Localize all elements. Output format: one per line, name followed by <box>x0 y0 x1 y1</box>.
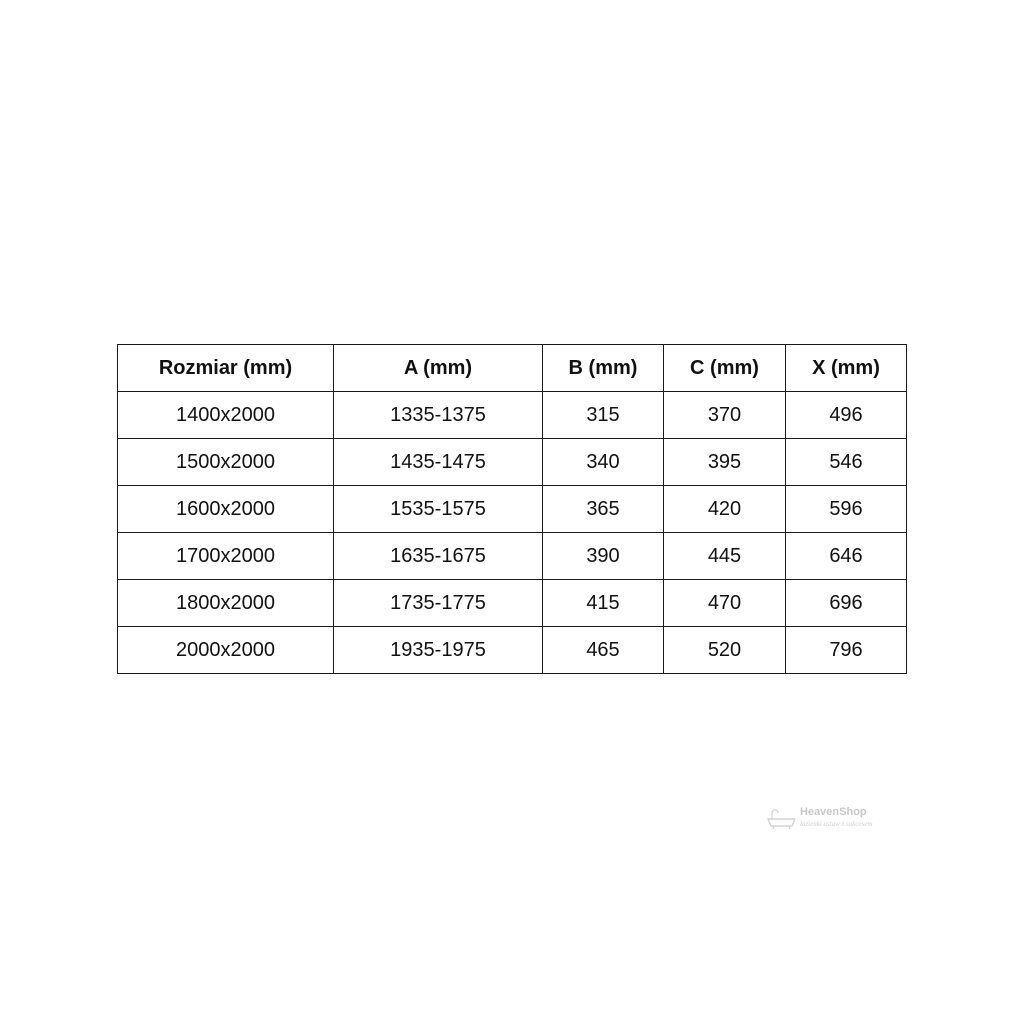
cell-size: 2000x2000 <box>118 627 334 674</box>
cell-x: 596 <box>786 486 907 533</box>
cell-x: 646 <box>786 533 907 580</box>
cell-c: 520 <box>664 627 786 674</box>
table-header-row <box>118 345 907 392</box>
bathtub-icon <box>766 808 798 830</box>
cell-size: 1500x2000 <box>118 439 334 486</box>
cell-x: 496 <box>786 392 907 439</box>
cell-a: 1435-1475 <box>334 439 543 486</box>
header-rozmiar: Rozmiar (mm) <box>118 345 334 392</box>
table-row <box>118 627 907 674</box>
cell-a: 1635-1675 <box>334 533 543 580</box>
cell-size: 1600x2000 <box>118 486 334 533</box>
cell-a: 1935-1975 <box>334 627 543 674</box>
cell-b: 415 <box>543 580 664 627</box>
cell-x: 796 <box>786 627 907 674</box>
cell-a: 1335-1375 <box>334 392 543 439</box>
header-x: X (mm) <box>786 345 907 392</box>
cell-c: 395 <box>664 439 786 486</box>
cell-c: 370 <box>664 392 786 439</box>
cell-c: 445 <box>664 533 786 580</box>
cell-b: 315 <box>543 392 664 439</box>
cell-x: 696 <box>786 580 907 627</box>
cell-b: 465 <box>543 627 664 674</box>
table-row <box>118 533 907 580</box>
header-b: B (mm) <box>543 345 664 392</box>
header-a: A (mm) <box>334 345 543 392</box>
table-row <box>118 486 907 533</box>
table-row <box>118 392 907 439</box>
cell-size: 1700x2000 <box>118 533 334 580</box>
cell-c: 420 <box>664 486 786 533</box>
cell-a: 1735-1775 <box>334 580 543 627</box>
cell-x: 546 <box>786 439 907 486</box>
heavenshop-watermark <box>766 806 886 834</box>
cell-b: 340 <box>543 439 664 486</box>
cell-c: 470 <box>664 580 786 627</box>
cell-size: 1400x2000 <box>118 392 334 439</box>
cell-a: 1535-1575 <box>334 486 543 533</box>
cell-b: 365 <box>543 486 664 533</box>
cell-size: 1800x2000 <box>118 580 334 627</box>
table-row <box>118 580 907 627</box>
table-row <box>118 439 907 486</box>
cell-b: 390 <box>543 533 664 580</box>
watermark-brand: HeavenShop <box>800 806 867 818</box>
size-table <box>117 344 907 674</box>
watermark-tagline: łazienki ustaw z sukcesem <box>800 820 873 828</box>
header-c: C (mm) <box>664 345 786 392</box>
